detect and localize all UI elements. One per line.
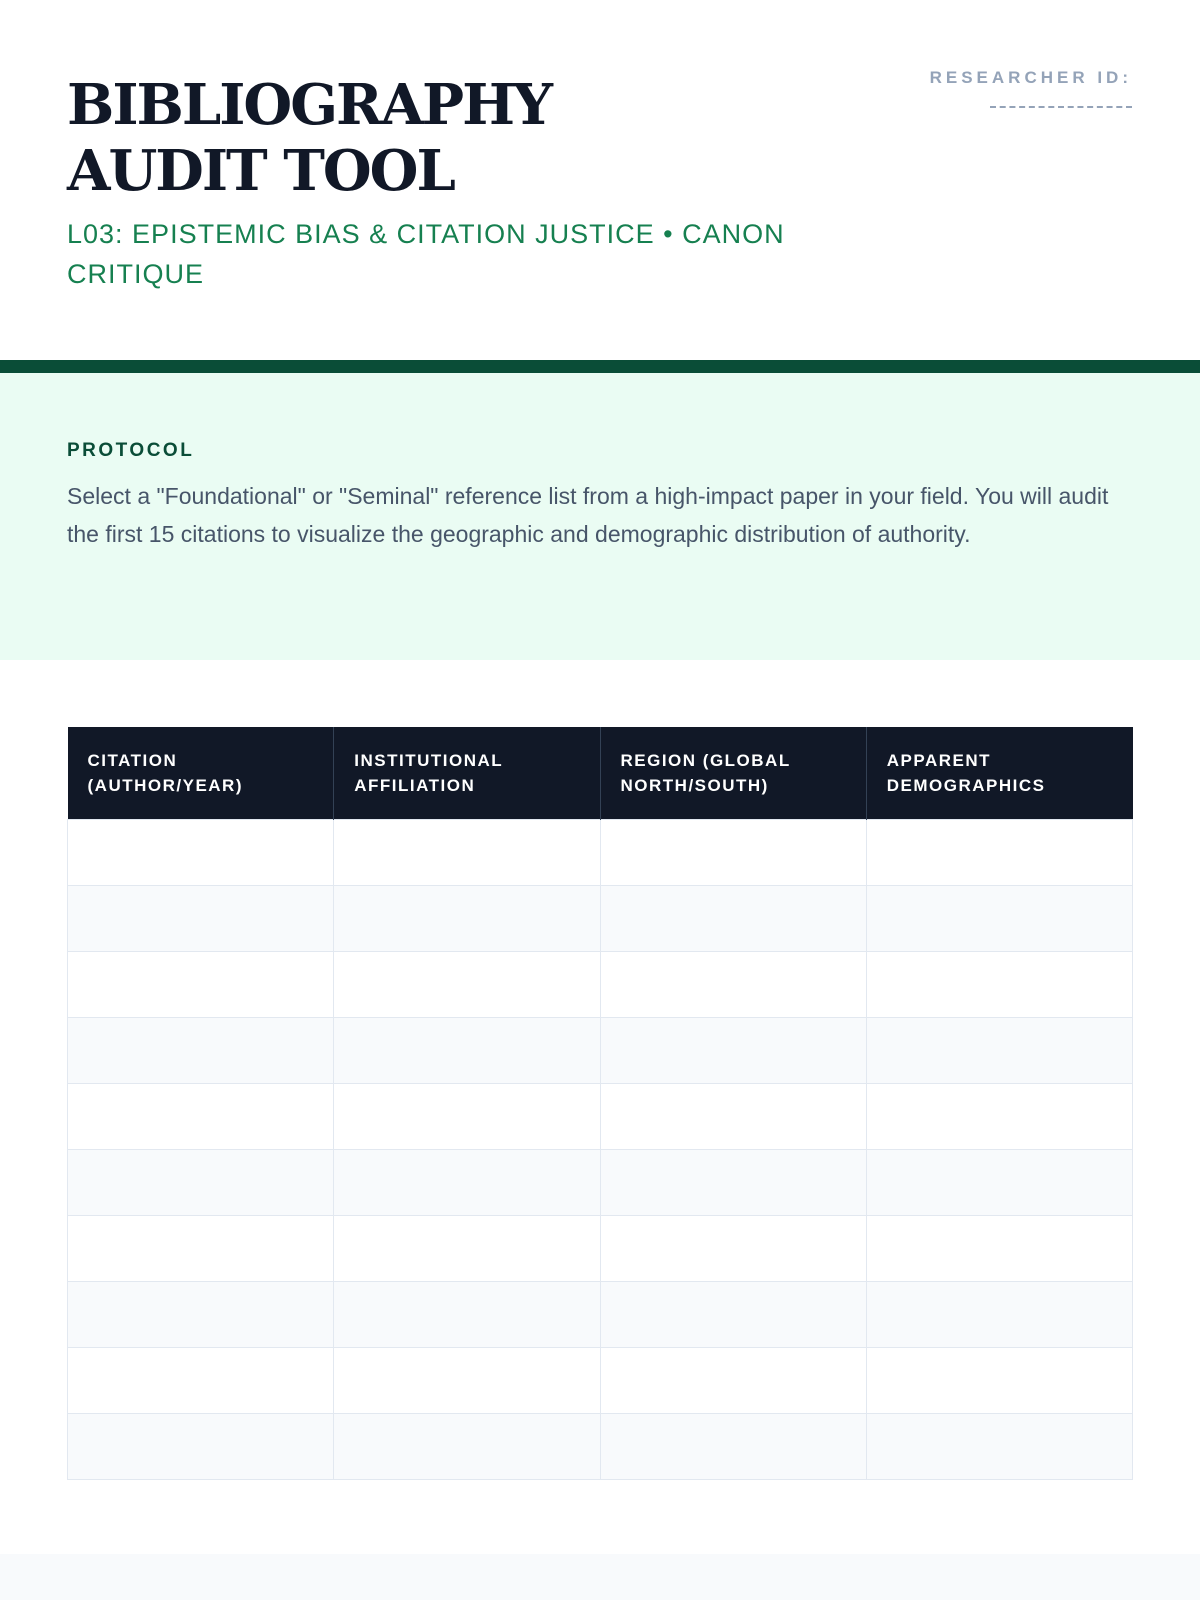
cell-demographics[interactable] [866, 1215, 1132, 1281]
cell-demographics[interactable] [866, 1413, 1132, 1479]
cell-affiliation[interactable] [334, 1215, 600, 1281]
cell-region[interactable] [600, 951, 866, 1017]
cell-citation[interactable] [68, 1017, 334, 1083]
researcher-id-label: RESEARCHER ID: [929, 68, 1132, 87]
cell-affiliation[interactable] [334, 951, 600, 1017]
column-header-demographics: APPARENT DEMOGRAPHICS [866, 727, 1132, 819]
column-header-affiliation: INSTITUTIONAL AFFILIATION [334, 727, 600, 819]
cell-affiliation[interactable] [334, 1413, 600, 1479]
cell-region[interactable] [600, 1347, 866, 1413]
column-header-region: REGION (GLOBAL NORTH/SOUTH) [600, 727, 866, 819]
cell-region[interactable] [600, 1017, 866, 1083]
cell-citation[interactable] [68, 1347, 334, 1413]
audit-table [67, 727, 1133, 1480]
cell-affiliation[interactable] [334, 1083, 600, 1149]
table-row [68, 1215, 1133, 1281]
table-row [68, 1017, 1133, 1083]
protocol-text: Select a "Foundational" or "Seminal" reference list from a high-impact paper in your field. You will audit the first 15 citations to visualize the geographic and demographic distribution of authority. [67, 483, 1109, 547]
cell-demographics[interactable] [866, 1149, 1132, 1215]
cell-affiliation[interactable] [334, 885, 600, 951]
audit-table-wrapper [67, 727, 1133, 1480]
cell-citation[interactable] [68, 1281, 334, 1347]
cell-affiliation[interactable] [334, 819, 600, 885]
table-row [68, 819, 1133, 885]
cell-demographics[interactable] [866, 1017, 1132, 1083]
cell-citation[interactable] [68, 1083, 334, 1149]
header-divider [0, 360, 1200, 373]
cell-region[interactable] [600, 1083, 866, 1149]
cell-affiliation[interactable] [334, 1281, 600, 1347]
cell-demographics[interactable] [866, 951, 1132, 1017]
cell-affiliation[interactable] [334, 1017, 600, 1083]
cell-demographics[interactable] [866, 1083, 1132, 1149]
page-subtitle: L03: EPISTEMIC BIAS & CITATION JUSTICE • CANON CRITIQUE [67, 219, 785, 289]
cell-citation[interactable] [68, 1215, 334, 1281]
cell-citation[interactable] [68, 819, 334, 885]
table-row [68, 1083, 1133, 1149]
cell-demographics[interactable] [866, 1281, 1132, 1347]
cell-citation[interactable] [68, 1149, 334, 1215]
cell-demographics[interactable] [866, 819, 1132, 885]
table-header-row [68, 727, 1133, 819]
cell-region[interactable] [600, 1413, 866, 1479]
page-title: BIBLIOGRAPHY AUDIT TOOL [67, 72, 552, 204]
table-row [68, 1281, 1133, 1347]
researcher-id-block [930, 68, 1132, 108]
cell-citation[interactable] [68, 951, 334, 1017]
protocol-panel [0, 373, 1200, 660]
cell-region[interactable] [600, 885, 866, 951]
footer-band [0, 1554, 1200, 1600]
cell-affiliation[interactable] [334, 1347, 600, 1413]
cell-affiliation[interactable] [334, 1149, 600, 1215]
researcher-id-blank[interactable] [990, 106, 1132, 108]
table-row [68, 1149, 1133, 1215]
header [0, 0, 1200, 360]
cell-region[interactable] [600, 1281, 866, 1347]
cell-region[interactable] [600, 1149, 866, 1215]
cell-region[interactable] [600, 819, 866, 885]
table-body [68, 819, 1133, 1479]
cell-citation[interactable] [68, 885, 334, 951]
table-row [68, 1347, 1133, 1413]
protocol-label: PROTOCOL [67, 440, 195, 461]
table-row [68, 1413, 1133, 1479]
cell-demographics[interactable] [866, 885, 1132, 951]
table-row [68, 885, 1133, 951]
cell-region[interactable] [600, 1215, 866, 1281]
column-header-citation: CITATION (AUTHOR/YEAR) [68, 727, 334, 819]
cell-demographics[interactable] [866, 1347, 1132, 1413]
cell-citation[interactable] [68, 1413, 334, 1479]
table-row [68, 951, 1133, 1017]
